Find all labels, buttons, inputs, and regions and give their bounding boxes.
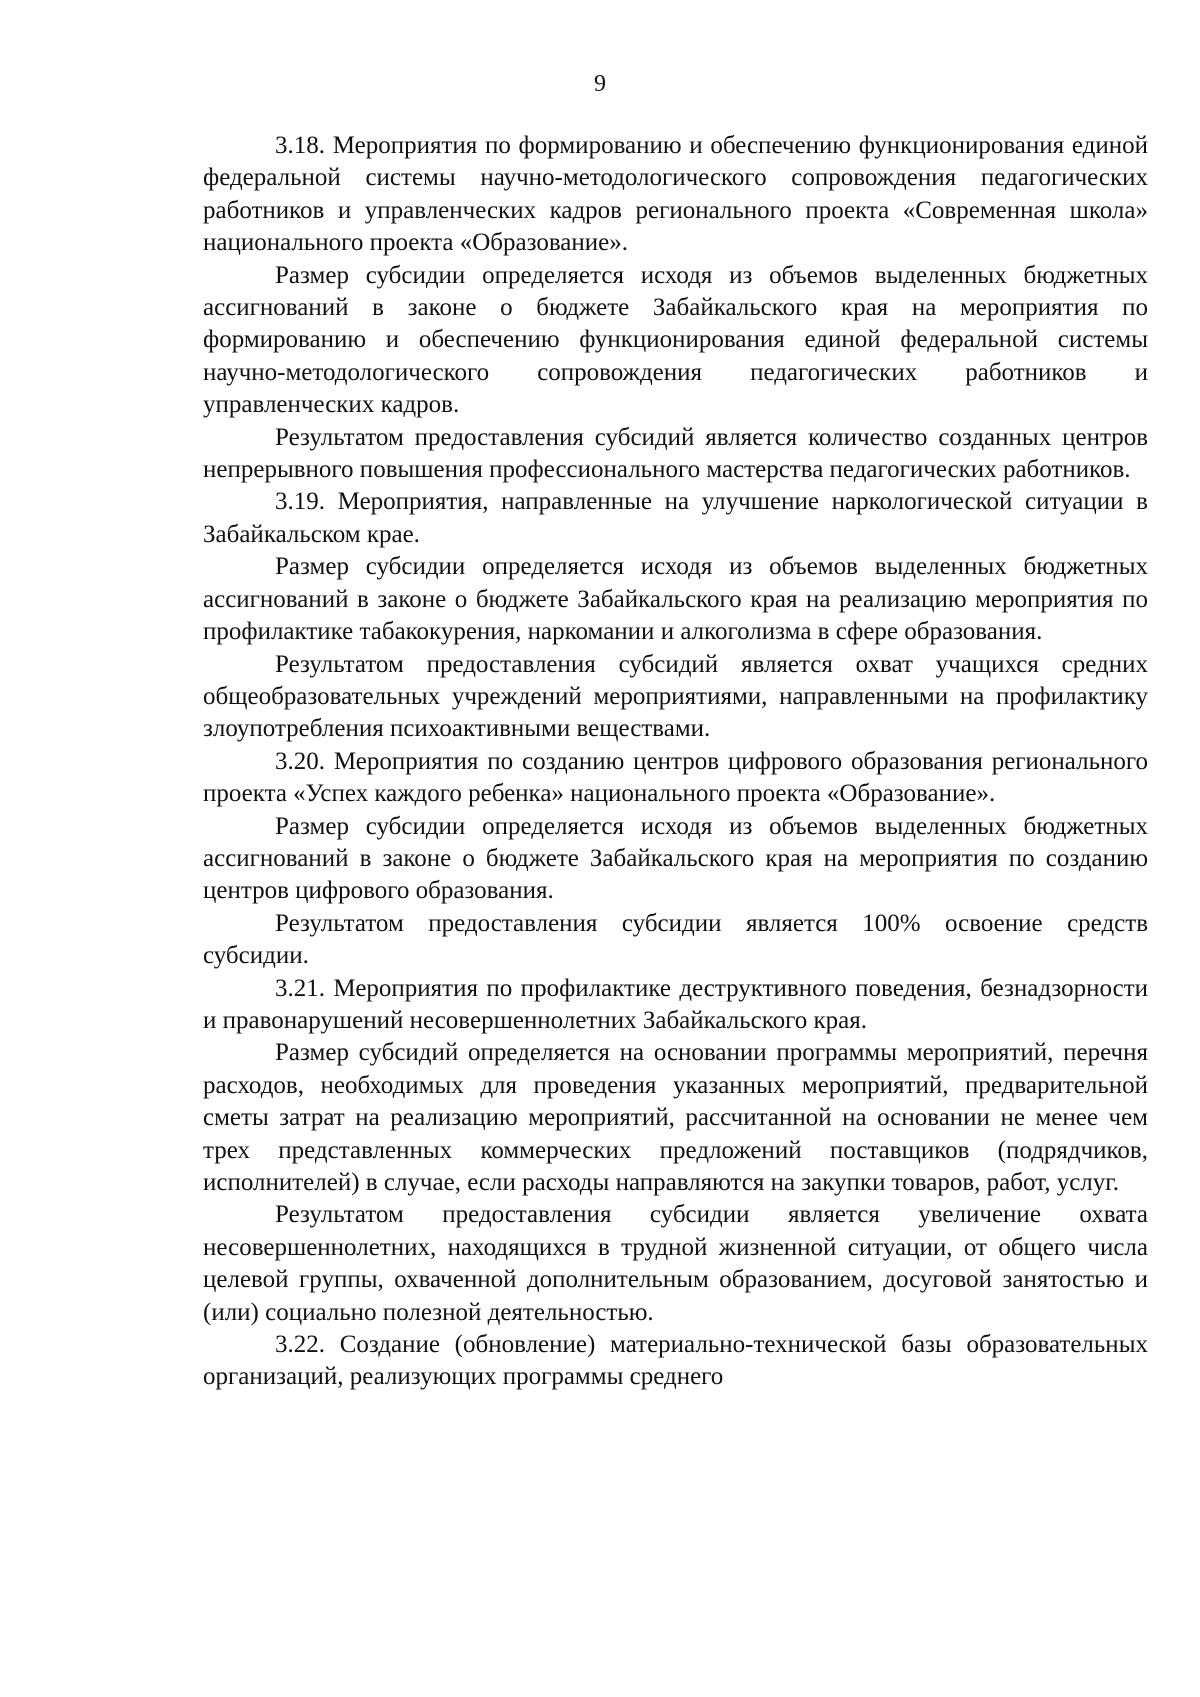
- paragraph-3-21-heading: 3.21. Мероприятия по профилактике деструктивного поведения, безнадзорности и правонарушений несовершеннолетних Забайкальского края.: [203, 974, 1148, 1034]
- paragraph-subsidy-result: Результатом предоставления субсидии является 100% освоение средств субсидии.: [203, 909, 1148, 970]
- paragraph-3-22-heading: 3.22. Создание (обновление) материально-технической базы образовательных организаций, реализующих программы среднего: [203, 1331, 1148, 1391]
- document-body: [203, 130, 1148, 1394]
- paragraph-subsidy-size: Размер субсидии определяется исходя из объемов выделенных бюджетных ассигнований в законе о бюджете Забайкальского края на мероприятия по формированию и обеспечению функционирования единой федеральной системы научно-методологического сопровождения педагогических работников и управленческих кадров.: [203, 261, 1148, 419]
- page-number: 9: [594, 71, 606, 97]
- paragraph-subsidy-result: Результатом предоставления субсидий является охват учащихся средних общеобразовательных учреждений мероприятиями, направленными на профилактику злоупотребления психоактивными веществами.: [203, 650, 1148, 743]
- paragraph-subsidy-size: Размер субсидии определяется исходя из объемов выделенных бюджетных ассигнований в законе о бюджете Забайкальского края на реализацию мероприятия по профилактике табакокурения, наркомании и алкоголизма в сфере образования.: [203, 553, 1148, 646]
- paragraph-3-19-heading: 3.19. Мероприятия, направленные на улучшение наркологической ситуации в Забайкальском крае.: [203, 488, 1148, 548]
- paragraph-subsidy-size: Размер субсидий определяется на основании программы мероприятий, перечня расходов, необходимых для проведения указанных мероприятий, предварительной сметы затрат на реализацию мероприятий, рассчитанной на основании не менее чем трех представленных коммерческих предложений поставщиков (подрядчиков, исполнителей) в случае, если расходы направляются на закупки товаров, работ, услуг.: [203, 1039, 1148, 1196]
- paragraph-subsidy-result: Результатом предоставления субсидий является количество созданных центров непрерывного повышения профессионального мастерства педагогических работников.: [203, 423, 1148, 484]
- paragraph-3-18-heading: 3.18. Мероприятия по формированию и обеспечению функционирования единой федеральной системы научно-методологического сопровождения педагогических работников и управленческих кадров регионального проекта «Современная школа» национального проекта «Образование».: [203, 132, 1148, 257]
- paragraph-subsidy-size: Размер субсидии определяется исходя из объемов выделенных бюджетных ассигнований в законе о бюджете Забайкальского края на мероприятия по созданию центров цифрового образования.: [203, 812, 1148, 905]
- paragraph-subsidy-result: Результатом предоставления субсидии является увеличение охвата несовершеннолетних, находящихся в трудной жизненной ситуации, от общего числа целевой группы, охваченной дополнительным образованием, досуговой занятостью и (или) социально полезной деятельностью.: [203, 1201, 1148, 1326]
- paragraph-3-20-heading: 3.20. Мероприятия по созданию центров цифрового образования регионального проекта «Успех каждого ребенка» национального проекта «Образование».: [203, 747, 1148, 808]
